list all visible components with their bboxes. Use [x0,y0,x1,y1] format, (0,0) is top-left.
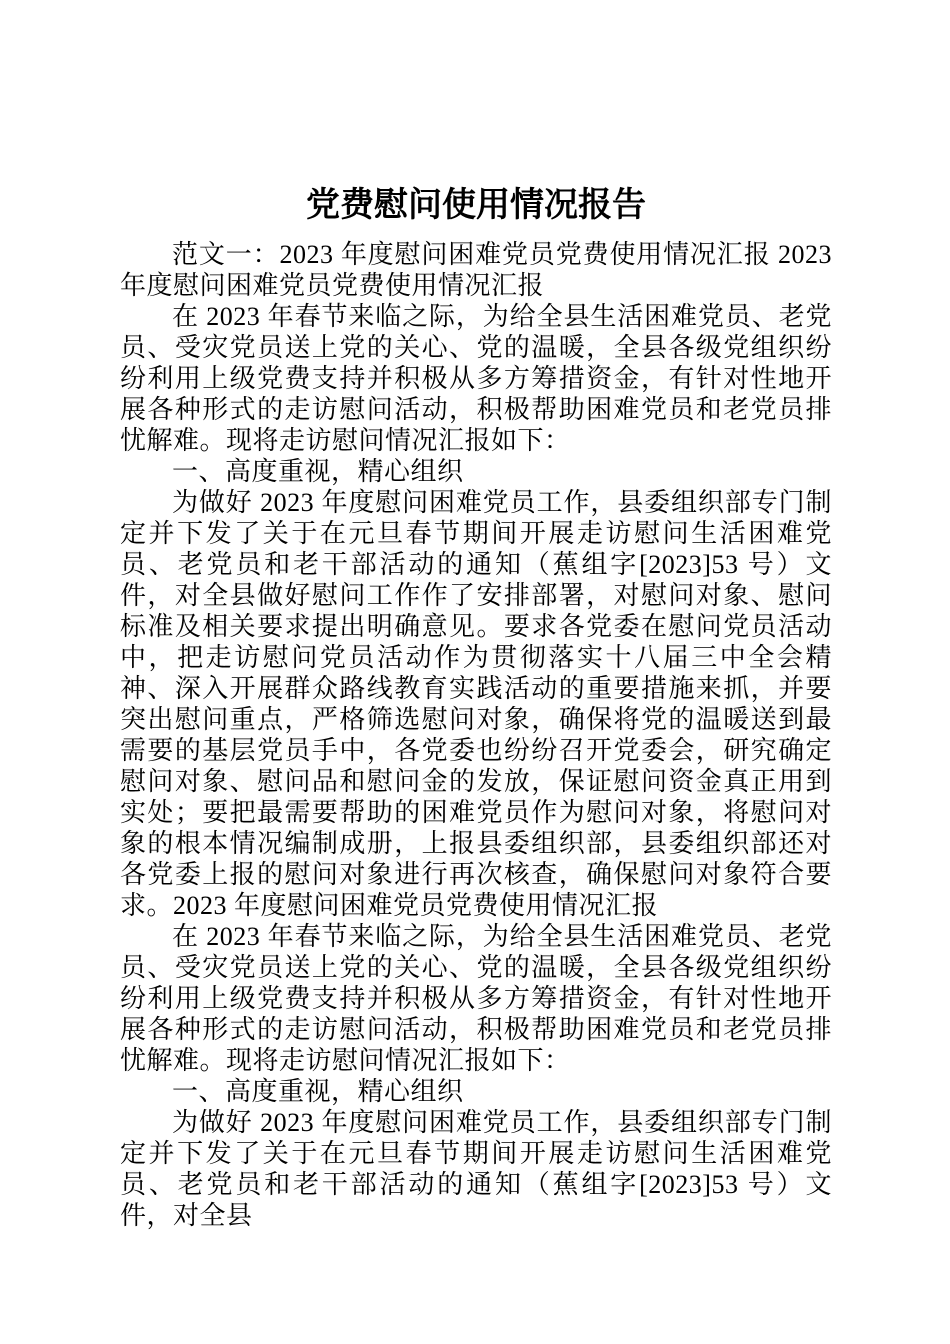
section-heading-2: 一、高度重视，精心组织 [172,1077,464,1106]
paragraph-detail-2: 为做好 2023 年度慰问困难党员工作，县委组织部专门制定并下发了关于在元旦春节期间开展走访慰问生活困难党员、老党员和老干部活动的通知（蕉组字[2023]53 号）文件，对全县 [120,1108,832,1230]
document-title: 党费慰问使用情况报告 [306,187,646,224]
paragraph-overview-1: 在 2023 年春节来临之际，为给全县生活困难党员、老党员、受灾党员送上党的关心、党的温暖，全县各级党组织纷纷利用上级党费支持并积极从多方筹措资金，有针对性地开展各种形式的走访慰问活动，积极帮助困难党员和老党员排忧解难。现将走访慰问情况汇报如下： [120,302,832,455]
document-body [120,239,832,1231]
paragraph-detail-1: 为做好 2023 年度慰问困难党员工作，县委组织部专门制定并下发了关于在元旦春节期间开展走访慰问生活困难党员、老党员和老干部活动的通知（蕉组字[2023]53 号）文件，对全县做好慰问工作作了安排部署，对慰问对象、慰问标准及相关要求提出明确意见。要求各党委在慰问党员活动中，把走访慰问党员活动作为贯彻落实十八届三中全会精神、深入开展群众路线教育实践活动的重要措施来抓，并要突出慰问重点，严格筛选慰问对象，确保将党的温暖送到最需要的基层党员手中，各党委也纷纷召开党委会，研究确定慰问对象、慰问品和慰问金的发放，保证慰问资金真正用到实处；要把最需要帮助的困难党员作为慰问对象，将慰问对象的根本情况编制成册，上报县委组织部，县委组织部还对各党委上报的慰问对象进行再次核查，确保慰问对象符合要求。2023 年度慰问困难党员党费使用情况汇报 [120,488,832,920]
paragraph-intro: 范文一：2023 年度慰问困难党员党费使用情况汇报 2023 年度慰问困难党员党费使用情况汇报 [120,240,832,300]
section-heading-1: 一、高度重视，精心组织 [172,457,464,486]
paragraph-overview-2: 在 2023 年春节来临之际，为给全县生活困难党员、老党员、受灾党员送上党的关心、党的温暖，全县各级党组织纷纷利用上级党费支持并积极从多方筹措资金，有针对性地开展各种形式的走访慰问活动，积极帮助困难党员和老党员排忧解难。现将走访慰问情况汇报如下： [120,922,832,1075]
